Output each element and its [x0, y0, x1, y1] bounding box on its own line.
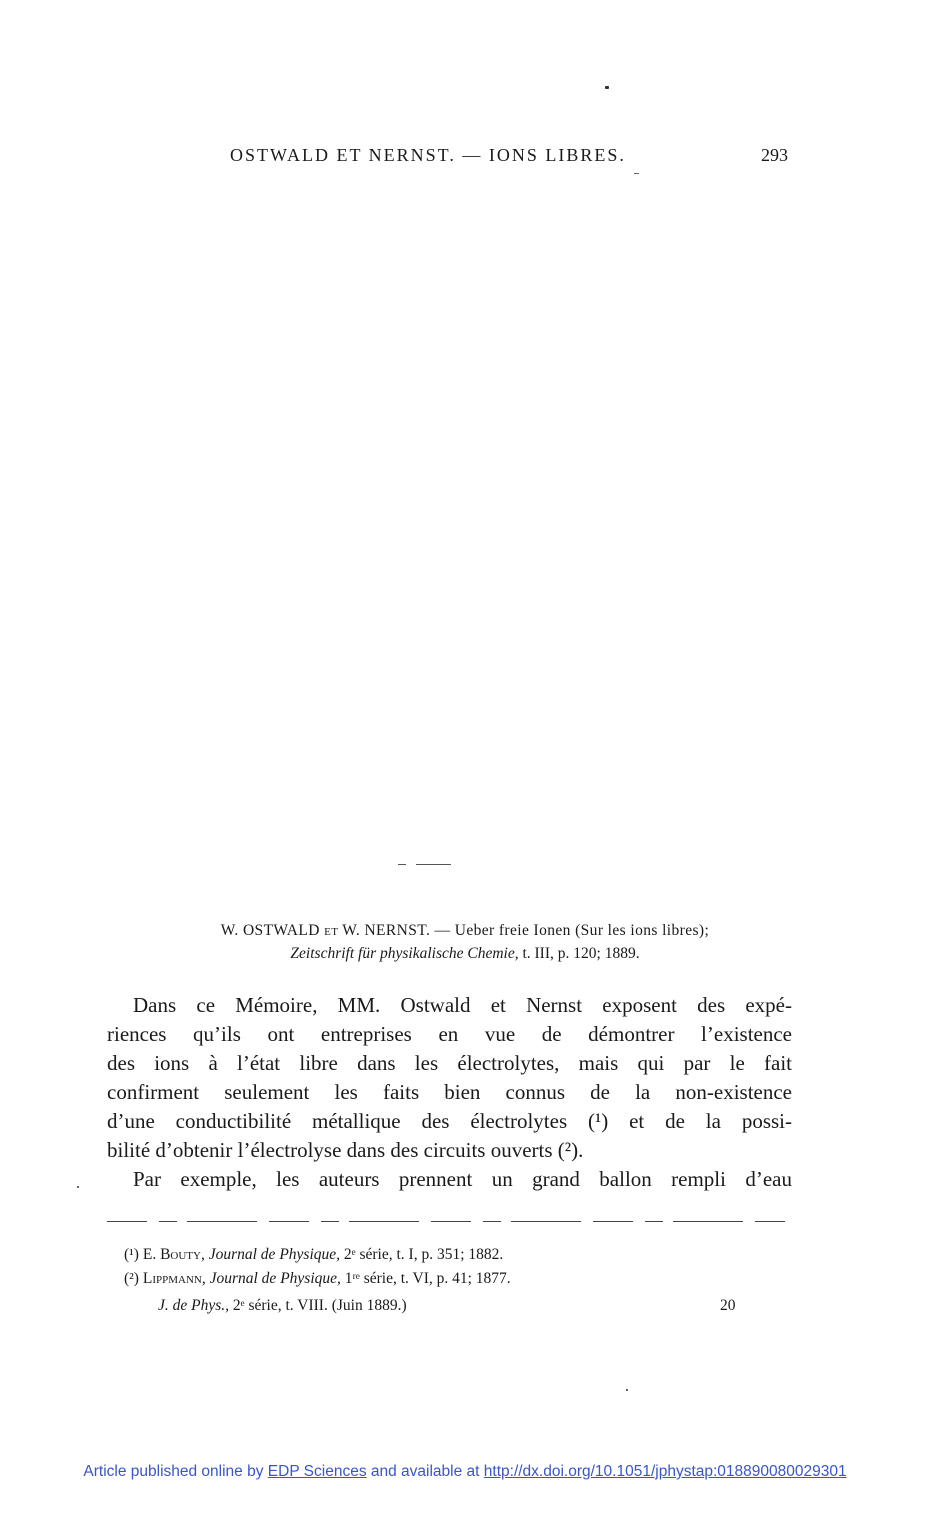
publisher-prefix: Article published online by — [83, 1463, 268, 1480]
scan-speck — [605, 86, 609, 89]
footnote-1-author: E. Bouty, — [142, 1246, 205, 1263]
doi-link[interactable]: http://dx.doi.org/10.1051/jphystap:018890080029301 — [483, 1463, 847, 1480]
body-line-3: des ions à l’état libre dans les électrolytes, mais qui par le fait — [107, 1051, 792, 1075]
scan-mark — [634, 173, 639, 174]
body-line-4: confirment seulement les faits bien connus de la non-existence — [107, 1080, 792, 1104]
body-line-7: Par exemple, les auteurs prennent un grand ballon rempli d’eau — [133, 1167, 792, 1191]
reference-line-1 — [0, 922, 930, 940]
footnote-1-details: 2ᵉ série, t. I, p. 351; 1882. — [340, 1246, 504, 1263]
section-separator — [398, 864, 451, 865]
reference-authors: W. OSTWALD et W. NERNST. — [220, 922, 431, 939]
footnote-1-journal: Journal de Physique, — [208, 1246, 341, 1263]
scan-dot — [77, 1186, 79, 1188]
footnote-2-mark: (²) — [124, 1270, 139, 1287]
reference-german-title: Ueber freie Ionen (Sur les ions libres); — [454, 922, 710, 939]
page-footer-journal: J. de Phys., — [158, 1297, 230, 1314]
signature-number: 20 — [720, 1297, 736, 1314]
reference-journal: Zeitschrift für physikalische Chemie, — [290, 945, 519, 962]
footnote-rule — [107, 1221, 785, 1222]
body-line-5: d’une conductibilité métallique des électrolytes (¹) et de la possi- — [107, 1109, 792, 1133]
body-line-1: Dans ce Mémoire, MM. Ostwald et Nernst exposent des expé- — [133, 993, 792, 1017]
footnote-2-author: Lippmann, — [142, 1270, 206, 1287]
publisher-middle: and available at — [366, 1463, 484, 1480]
footnote-1 — [124, 1246, 503, 1264]
reference-dash: — — [430, 922, 455, 939]
footnote-2-details: 1ʳᵉ série, t. VI, p. 41; 1877. — [340, 1270, 511, 1287]
page-footer-details: 2ᵉ série, t. VIII. (Juin 1889.) — [229, 1297, 407, 1314]
footnote-2 — [124, 1270, 511, 1288]
reference-line-2 — [0, 945, 930, 963]
scan-dot — [626, 1389, 628, 1391]
footnote-2-journal: Journal de Physique, — [209, 1270, 341, 1287]
publisher-notice — [0, 1463, 930, 1481]
body-line-6: bilité d’obtenir l’électrolyse dans des circuits ouverts (²). — [107, 1138, 584, 1162]
body-line-2: riences qu’ils ont entreprises en vue de démontrer l’existence — [107, 1022, 792, 1046]
running-title: OSTWALD ET NERNST. — IONS LIBRES. — [230, 145, 626, 165]
footnote-1-mark: (¹) — [124, 1246, 139, 1263]
page-footer-citation — [158, 1297, 407, 1315]
page-number: 293 — [761, 145, 788, 165]
publisher-link[interactable]: EDP Sciences — [267, 1463, 367, 1480]
reference-details: t. III, p. 120; 1889. — [518, 945, 640, 962]
